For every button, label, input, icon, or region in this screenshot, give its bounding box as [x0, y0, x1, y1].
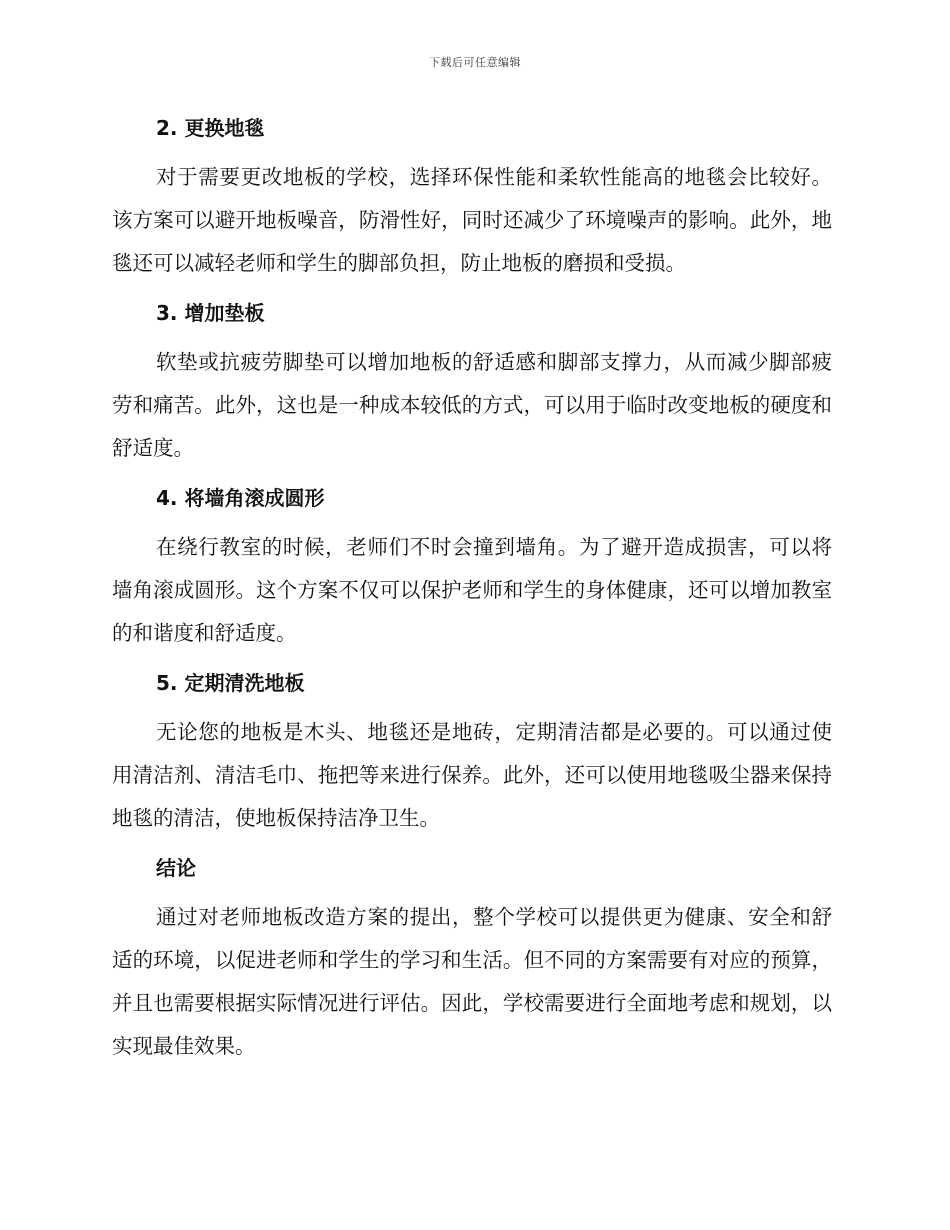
- section-heading: 5. 定期清洗地板: [156, 671, 305, 695]
- section-paragraph: 对于需要更改地板的学校，选择环保性能和柔软性能高的地毯会比较好。该方案可以避开地板噪音，防滑性好，同时还减少了环境噪声的影响。此外，地毯还可以减轻老师和学生的脚部负担，防止地板的磨损和受损。: [112, 165, 832, 275]
- section-heading: 2. 更换地毯: [156, 116, 265, 140]
- section-clean-floor: [112, 663, 832, 840]
- section-paragraph: 在绕行教室的时候，老师们不时会撞到墙角。为了避开造成损害，可以将墙角滚成圆形。这个方案不仅可以保护老师和学生的身体健康，还可以增加教室的和谐度和舒适度。: [112, 535, 832, 645]
- section-heading: 3. 增加垫板: [156, 301, 265, 325]
- section-heading: 结论: [156, 856, 196, 880]
- document-body: [112, 108, 832, 1076]
- section-conclusion: [112, 848, 832, 1068]
- page-header: 下载后可任意编辑: [429, 56, 521, 69]
- section-add-pad: [112, 293, 832, 470]
- section-round-corners: [112, 478, 832, 655]
- section-replace-carpet: [112, 108, 832, 285]
- section-paragraph: 通过对老师地板改造方案的提出，整个学校可以提供更为健康、安全和舒适的环境，以促进老师和学生的学习和生活。但不同的方案需要有对应的预算，并且也需要根据实际情况进行评估。因此，学校需要进行全面地考虑和规划，以实现最佳效果。: [112, 905, 832, 1058]
- section-heading: 4. 将墙角滚成圆形: [156, 486, 325, 510]
- section-paragraph: 软垫或抗疲劳脚垫可以增加地板的舒适感和脚部支撑力，从而减少脚部疲劳和痛苦。此外，这也是一种成本较低的方式，可以用于临时改变地板的硬度和舒适度。: [112, 350, 832, 460]
- section-paragraph: 无论您的地板是木头、地毯还是地砖，定期清洁都是必要的。可以通过使用清洁剂、清洁毛巾、拖把等来进行保养。此外，还可以使用地毯吸尘器来保持地毯的清洁，使地板保持洁净卫生。: [112, 720, 832, 830]
